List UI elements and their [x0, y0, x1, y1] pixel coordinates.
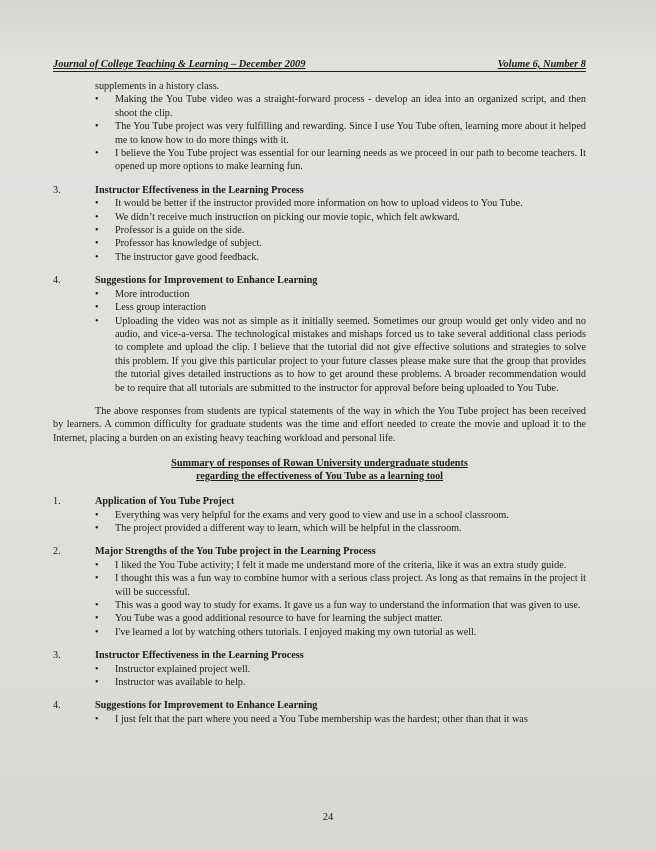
bullet-list: [53, 197, 586, 264]
bullet-item: [95, 522, 586, 535]
numbered-section: [53, 274, 586, 395]
bullet-text: This was a good way to study for exams. It gave us a fun way to understand the information that was given to use.: [115, 600, 581, 611]
volume-number: Volume 6, Number 8: [497, 59, 586, 70]
bullet-list: [53, 288, 586, 395]
bullet-text: I thought this was a fun way to combine humor with a serious class project. As long as that remains in the project it will be successful.: [115, 573, 586, 598]
bullet-text: I liked the You Tube activity; I felt it made me understand more of the criteria, like it was an extra study guide.: [115, 559, 567, 571]
bullet-item: [95, 211, 586, 224]
page-number: 24: [322, 812, 334, 823]
bullet-text: I've learned a lot by watching others tutorials. I enjoyed making my own tutorial as well.: [115, 626, 477, 638]
bullet-text: I believe the You Tube project was essential for our learning needs as we proceed in our path to become teachers. It opened up more options to make learning fun.: [115, 148, 586, 173]
section-title: Suggestions for Improvement to Enhance Learning: [95, 700, 318, 712]
bullet-item: [95, 509, 586, 522]
heading-line-1: Summary of responses of Rowan University undergraduate students: [171, 458, 468, 470]
heading-line-2: regarding the effectiveness of You Tube as a learning tool: [195, 471, 444, 483]
numbered-section: [53, 184, 586, 264]
bullet-item: [95, 315, 586, 395]
bullet-marker: •: [95, 677, 99, 689]
bullet-marker: •: [95, 509, 99, 521]
bullet-marker: •: [95, 613, 99, 625]
bullet-text: It would be better if the instructor provided more information on how to upload videos to You Tube.: [115, 198, 523, 210]
bullet-marker: •: [95, 559, 99, 571]
bullet-marker: •: [95, 225, 99, 237]
bullet-marker: •: [95, 251, 99, 263]
bullet-list: [53, 559, 586, 639]
bullet-item: [95, 301, 586, 314]
numbered-section: [53, 545, 586, 639]
bullet-marker: •: [95, 315, 99, 327]
bullet-text: Professor is a guide on the side.: [115, 225, 245, 237]
section-number: 4.: [53, 700, 61, 712]
section-title: Application of You Tube Project: [95, 496, 235, 508]
section-group-graduate: [53, 184, 586, 395]
journal-title: Journal of College Teaching & Learning – December 2009: [53, 59, 306, 70]
bullet-item: [95, 147, 586, 174]
bullet-item: [95, 237, 586, 250]
bullet-marker: •: [95, 713, 99, 725]
page-body: [53, 80, 586, 726]
bullet-marker: •: [95, 94, 99, 106]
bullet-marker: •: [95, 573, 99, 585]
section-title: Instructor Effectiveness in the Learning Process: [95, 650, 304, 662]
bullet-text: Uploading the video was not as simple as it initially seemed. Sometimes our group would get only video and no audio, and vice-a-versa. The technological mistakes and mishaps forced us to take several additional class periods to complete and upload the clip. I believe that the tutorial did not give effective solutions and strategies to solve this problem. If you give this particular project to your future classes please make sure that the group that provides the tutorial gives detailed instructions as to how to get around these problems. A broader recommendation would be to require that all tutorials are submitted to the instructor for approval before being uploaded to You Tube.: [115, 315, 586, 394]
bullet-text: The instructor gave good feedback.: [115, 251, 259, 263]
bullet-list: [53, 93, 586, 173]
section-title: Suggestions for Improvement to Enhance Learning: [95, 275, 318, 287]
bullet-text: Less group interaction: [115, 302, 207, 314]
bullet-item: [95, 288, 586, 301]
section-title: Major Strengths of the You Tube project in the Learning Process: [95, 546, 376, 558]
bullet-list: [53, 509, 586, 536]
bullet-marker: •: [95, 121, 99, 133]
section-heading: [53, 457, 586, 483]
section-title: Instructor Effectiveness in the Learning Process: [95, 184, 304, 196]
section-number: 1.: [53, 496, 61, 508]
bullet-text: I just felt that the part where you need a You Tube membership was the hardest; other than that it was: [115, 713, 528, 725]
bullet-text: The project provided a different way to learn, which will be helpful in the classroom.: [115, 522, 462, 534]
bullet-list: [53, 713, 586, 726]
bullet-marker: •: [95, 302, 99, 314]
bullet-marker: •: [95, 211, 99, 223]
bullet-item: [95, 572, 586, 599]
bullet-item: [95, 93, 586, 120]
bullet-marker: •: [95, 626, 99, 638]
section-number: 2.: [53, 546, 61, 558]
section-number: 3.: [53, 650, 61, 662]
bullet-item: [95, 197, 586, 210]
bullet-marker: •: [95, 522, 99, 534]
bullet-text: Instructor was available to help.: [115, 677, 246, 689]
bullet-text: Professor has knowledge of subject.: [115, 238, 262, 250]
bullet-text: Making the You Tube video was a straight-forward process - develop an idea into an organized script, and then shoot the clip.: [115, 94, 586, 119]
numbered-section: [53, 699, 586, 726]
bullet-text: We didn’t receive much instruction on picking our movie topic, which felt awkward.: [115, 211, 460, 223]
bullet-item: [95, 559, 586, 572]
bullet-marker: •: [95, 288, 99, 300]
bullet-marker: •: [95, 663, 99, 675]
bullet-item: [95, 224, 586, 237]
section-number: 3.: [53, 184, 61, 196]
bullet-list: [53, 663, 586, 690]
body-paragraph: The above responses from students are typical statements of the way in which the You Tube project has been received by learners. A common difficulty for graduate students was the time and effort needed to create the movie and upload it to the Internet, placing a burden on an existing heavy teaching workload and personal life.: [53, 405, 586, 444]
section-group-undergraduate: [53, 495, 586, 726]
bullet-item: [95, 120, 586, 147]
bullet-item: [95, 599, 586, 612]
numbered-section: [53, 495, 586, 535]
bullet-item: [95, 713, 586, 726]
bullet-marker: •: [95, 148, 99, 160]
bullet-marker: •: [95, 238, 99, 250]
bullet-text: More introduction: [115, 288, 190, 300]
bullet-marker: •: [95, 198, 99, 210]
bullet-item: [95, 663, 586, 676]
bullet-item: [95, 251, 586, 264]
bullet-marker: •: [95, 600, 99, 611]
section-number: 4.: [53, 275, 61, 287]
bullet-text: The You Tube project was very fulfilling and rewarding. Since I use You Tube often, learning more about it helped me to know how to do more things with it.: [115, 121, 586, 146]
continued-text: supplements in a history class.: [95, 81, 220, 92]
running-header: [53, 59, 586, 72]
bullet-text: Instructor explained project well.: [115, 663, 251, 675]
bullet-item: [95, 612, 586, 625]
bullet-item: [95, 626, 586, 639]
bullet-item: [95, 676, 586, 689]
numbered-section: [53, 649, 586, 689]
bullet-text: Everything was very helpful for the exams and very good to view and use in a school classroom.: [115, 509, 509, 521]
bullet-text: You Tube was a good additional resource to have for learning the subject matter.: [115, 613, 443, 625]
